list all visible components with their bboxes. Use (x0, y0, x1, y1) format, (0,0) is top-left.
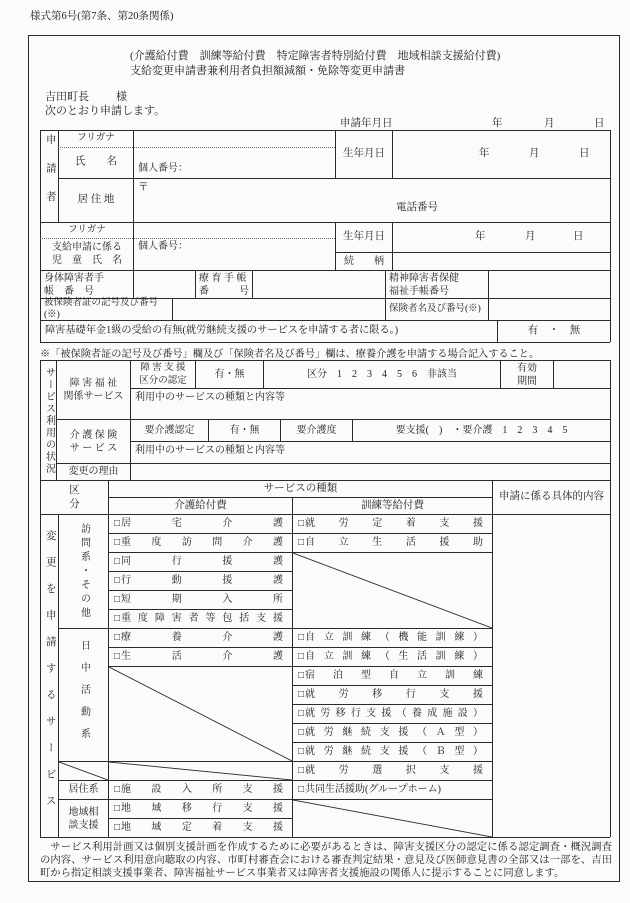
child-furigana-input[interactable] (133, 222, 335, 238)
applicant-birth-month: 月 (529, 148, 540, 159)
checkbox-icon: □ (298, 708, 305, 719)
child-name-label (40, 238, 133, 270)
consent-paragraph: サービス利用計画又は個別支援計画を作成するために必要があるときは、障害支援区分の認定に係る認定調査・概況調査の内容、サービス利用意向聴取の内容、市町村審査会における審査判定結果・意見及び医師意見書の全部又は一部を、吉田町から指定相談支援事業者、障害福祉サービス事業者又は障害者支援施設の関係人に提示することに同意します。 (40, 842, 612, 880)
validity-period-input[interactable] (553, 360, 610, 388)
checkbox-icon: □ (298, 518, 305, 529)
cb-kunren-kino[interactable]: □ 自立訓練（機能訓練） (292, 628, 492, 647)
kunren-diagonal-cell (292, 552, 492, 628)
child-birth-year: 年 (475, 231, 486, 242)
checkbox-icon: □ (298, 689, 305, 700)
kunren-header: 訓練等給付費 (292, 497, 492, 514)
change-reason-input[interactable] (130, 463, 610, 480)
cb-kaigo-judo-homon[interactable]: □ 重度訪問介護 (108, 533, 292, 552)
table1-right-line (610, 130, 611, 342)
checkbox-icon: □ (298, 651, 305, 662)
cb-kaigo-kodo[interactable]: □ 行動援護 (108, 571, 292, 590)
cb-kunren-keizoku-a[interactable]: □ 就労継続支援（Ａ型） (292, 723, 492, 742)
child-name-label-line1: 支給申請に係る (52, 242, 122, 253)
welfare-service-content[interactable]: 利用中のサービスの種類と内容等 (130, 388, 610, 419)
checkbox-icon: □ (114, 518, 121, 529)
checkbox-icon: □ (114, 594, 121, 605)
applicant-name-input[interactable] (133, 147, 335, 178)
checkbox-icon: □ (114, 537, 121, 548)
table1-bottom-line (40, 342, 610, 343)
shintai-handbook-label: 身体障害者手 帳 番 号 (40, 270, 133, 298)
support-cert-yes-no[interactable]: 有・無 (195, 360, 263, 388)
applicant-furigana-divider (58, 147, 335, 148)
change-table-right-line (610, 360, 611, 837)
child-personal-number-label: 個人番号： (138, 241, 188, 252)
kaigo-diagonal-cell (108, 666, 292, 761)
applicant-personal-number-label: 個人番号： (138, 163, 188, 174)
application-date-month: 月 (544, 118, 555, 129)
cb-kaigo-kyotaku[interactable]: □ 居宅介護 (108, 514, 292, 533)
cb-kunren-yosei[interactable]: □ 就労移行支援（養成施設） (292, 704, 492, 723)
checkbox-icon: □ (114, 784, 121, 795)
applicant-name-label: 氏 名 (58, 147, 133, 178)
applicant-address-label: 居 住 地 (58, 178, 133, 222)
applicant-address-input[interactable] (133, 178, 610, 222)
cb-kaigo-ryoyo[interactable]: □ 療養介護 (108, 628, 292, 647)
checkbox-icon: □ (298, 765, 305, 776)
child-birth-label: 生年月日 (335, 222, 392, 252)
applicant-birth-day: 日 (579, 148, 590, 159)
cb-kaigo-seikatsu[interactable]: □ 生活介護 (108, 647, 292, 666)
group-nitchu-label: 日中活動系 (58, 628, 108, 761)
validity-period-label: 有効 期間 (500, 360, 553, 388)
cb-kaigo-tanki[interactable]: □ 短期入所 (108, 590, 292, 609)
kaigo-header: 介護給付費 (108, 497, 292, 514)
cb-kunren-keizoku-b[interactable]: □ 就労継続支援（Ｂ型） (292, 742, 492, 761)
cb-kaigo-shisetsu[interactable]: □ 施設入所支援 (108, 780, 292, 799)
postal-mark: 〒 (138, 182, 149, 193)
checkbox-icon: □ (114, 822, 121, 833)
cb-kunren-shukuhaku[interactable]: □ 宿泊型自立訓練 (292, 666, 492, 685)
honorific: 様 (116, 91, 127, 103)
applicant-birth-year: 年 (479, 148, 490, 159)
service-type-header: サービスの種類 (108, 480, 492, 497)
form-number: 様式第6号(第7条、第20条関係) (30, 11, 174, 22)
group-homon-label: 訪問系・その他 (58, 514, 108, 628)
insured-card-input[interactable] (172, 298, 385, 320)
cb-kunren-kyodo[interactable]: □ 共同生活援助(グループホーム) (292, 780, 492, 799)
application-date-day: 日 (594, 118, 605, 129)
child-furigana-divider (40, 238, 335, 239)
ryoiku-handbook-label: 療 育 手 帳 番 号 (195, 270, 252, 298)
application-date-row[interactable] (340, 115, 610, 128)
change-reason-label: 変更の理由 (56, 463, 130, 480)
cb-kunren-seikatsu-kunren[interactable]: □ 自立訓練（生活訓練） (292, 647, 492, 666)
detail-header: 申請に係る具体的内容 (492, 480, 610, 514)
checkbox-icon: □ (114, 556, 121, 567)
care-level-label: 要介護度 (280, 419, 352, 441)
cb-kaigo-hokatsu[interactable]: □ 重度障害者等包括支援 (108, 609, 292, 628)
application-date-label: 申請年月日 (340, 118, 393, 129)
child-furigana-label: フリガナ (40, 222, 133, 238)
support-category-options[interactable]: 区分 1 2 3 4 5 6 非該当 (263, 360, 500, 388)
care-level-options[interactable]: 要支援( ) ・要介護 1 2 3 4 5 (352, 419, 610, 441)
ryoiku-handbook-input[interactable] (252, 270, 385, 298)
care-cert-yes-no[interactable]: 有・無 (208, 419, 280, 441)
child-birth-day: 日 (573, 231, 584, 242)
checkbox-icon: □ (298, 670, 305, 681)
kaigo-diagonal-row (108, 761, 292, 780)
checkbox-icon: □ (298, 727, 305, 738)
child-name-label-line2: 児 童 氏 名 (52, 255, 122, 266)
insurer-label: 保険者名及び番号(※) (385, 298, 488, 320)
welfare-service-label: 障 害 福 祉 関係サービス (56, 360, 130, 419)
chiiki-diagonal-cell (292, 799, 492, 837)
checkbox-icon: □ (114, 575, 121, 586)
cb-kunren-teichaku[interactable]: □ 就労定着支援 (292, 514, 492, 533)
detail-input[interactable] (492, 514, 610, 837)
child-birth-month: 月 (525, 231, 536, 242)
shintai-handbook-input[interactable] (133, 270, 195, 298)
pension-label: 障害基礎年金1級の受給の有無(就労継続支援のサービスを申請する者に限る。) (40, 320, 497, 342)
insured-card-label: 被保険者証の記号及び番号(※) (40, 298, 172, 320)
group-blank-diagonal (58, 761, 108, 780)
cb-kunren-sentaku[interactable]: □ 就労選択支援 (292, 761, 492, 780)
intro-text: 次のとおり申請します。 (45, 105, 166, 117)
applicant-furigana-label: フリガナ (58, 130, 133, 147)
cb-chiiki-teichaku[interactable]: □ 地域定着支援 (108, 818, 292, 837)
child-birth-input[interactable] (392, 222, 610, 252)
applicant-furigana-input[interactable] (133, 130, 335, 147)
change-services-side-label: 変更を申請するサービス (40, 514, 58, 837)
checkbox-icon: □ (298, 746, 305, 757)
insurance-note: ※「被保険者証の記号及び番号」欄及び「保険者名及び番号」欄は、療養介護を申請する場合記入すること。 (40, 349, 540, 360)
applicant-side-label: 申請者 (40, 130, 58, 222)
checkbox-icon: □ (298, 784, 305, 795)
checkbox-icon: □ (114, 632, 121, 643)
seishin-handbook-input[interactable] (488, 270, 610, 298)
group-kyoju-label: 居住系 (58, 780, 108, 799)
checkbox-icon: □ (114, 651, 121, 662)
cb-chiiki-iko[interactable]: □ 地域移行支援 (108, 799, 292, 818)
checkbox-icon: □ (114, 613, 121, 624)
seishin-handbook-label: 精神障害者保健 福祉手帳番号 (385, 270, 488, 298)
service-use-side-label: サービス利用の状況 (40, 360, 56, 480)
care-insurance-label: 介 護 保 険 サ ー ビ ス (56, 419, 130, 463)
group-chiiki-label: 地域相 談支援 (58, 799, 108, 837)
addressee: 吉田町長 (45, 91, 89, 103)
application-date-year: 年 (492, 118, 503, 129)
checkbox-icon: □ (298, 632, 305, 643)
change-table-bottom-line (40, 837, 610, 838)
cb-kunren-iko[interactable]: □ 就労移行支援 (292, 685, 492, 704)
form-title-line1: (介護給付費 訓練等給付費 特定障害者特別給付費 地域相談支援給付費) (130, 50, 501, 62)
applicant-phone-label: 電話番号 (396, 202, 438, 214)
applicant-birth-input[interactable] (392, 130, 610, 178)
care-cert-label: 要介護認定 (130, 419, 208, 441)
child-relation-input[interactable] (392, 252, 610, 270)
form-title-line2: 支給変更申請書兼利用者負担額減額・免除等変更申請書 (130, 64, 405, 77)
checkbox-icon: □ (298, 537, 305, 548)
insurer-input[interactable] (488, 298, 610, 320)
child-name-input[interactable] (133, 238, 335, 270)
kubun-header: 区 分 (40, 480, 108, 514)
support-category-cert-label: 障 害 支 援 区分の認定 (130, 360, 195, 388)
pension-yes-no[interactable]: 有 ・ 無 (497, 320, 610, 342)
checkbox-icon: □ (114, 803, 121, 814)
cb-kunren-jiritsu-seikatsu[interactable]: □ 自立生活援助 (292, 533, 492, 552)
cb-kaigo-doko[interactable]: □ 同行援護 (108, 552, 292, 571)
form-title (130, 49, 500, 78)
applicant-birth-label: 生年月日 (335, 130, 392, 178)
care-service-content[interactable]: 利用中のサービスの種類と内容等 (130, 441, 610, 463)
child-relation-label: 続 柄 (335, 252, 392, 270)
